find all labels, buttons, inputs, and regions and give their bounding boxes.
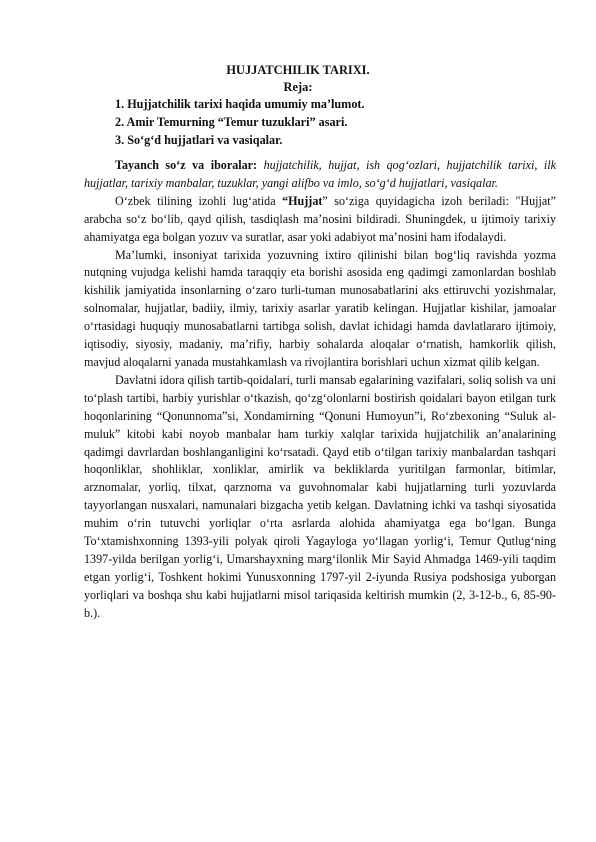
paragraph-hujjat-definition <box>84 193 556 247</box>
paragraph-1-term: “Hujjat <box>282 193 323 208</box>
document-body <box>84 157 556 623</box>
keywords-label: Tayanch so‘z va iboralar: <box>115 158 258 172</box>
paragraph-1-intro: O‘zbek tilining izohli lug‘atida <box>115 193 283 208</box>
plan-item: 3. So‘g‘d hujjatlari va vasiqalar. <box>115 133 283 147</box>
keywords-paragraph <box>84 157 556 193</box>
plan-item: 2. Amir Temurning “Temur tuzuklari” asari. <box>115 115 348 129</box>
plan-item: 1. Hujjatchilik tarixi haqida umumiy ma’lumot. <box>115 97 365 111</box>
keywords-text: hujjatchilik, hujjat, ish qog‘ozlari, hujjatchilik tarixi, ilk hujjatlar, tarixiy manbalar, tuzuklar, yangi alifbo va imlo, so‘g‘d hujjatlari, vasiqalar. <box>84 158 556 190</box>
document-title: HUJJATCHILIK TARIXI. <box>226 63 370 77</box>
plan-heading: Reja: <box>283 80 313 94</box>
paragraph-sources: Davlatni idora qilish tartib-qoidalari, turli mansab egalarining vazifalari, soliq solish va uni to‘plash tartibi, harbiy yurishlar o‘tkazish, qo‘zg‘olonlarni bostirish qoidalari bayon etilgan turk hoqonlarining “Qonunnoma”si, Xondamirning “Qonuni Humoyun”i, Ro‘zbexoning “Suluk al-muluk” kitobi kabi noyob manbalar ham turkiy xalqlar tarixida hujjatchilik an’analarining qadimgi davrlardan boshlanganligini ko‘rsatadi. Qayd etib o‘tilgan tarixiy manbalardan tashqari hoqonliklar, shohliklar, xonliklar, amirlik va bekliklarda yuritilgan farmonlar, bitimlar, arznomalar, yorliq, tilxat, qarznoma va guvohnomalar kabi hujjatlarning turli yozuvlarda tayyorlangan nusxalari, namunalari bizgacha yetib kelgan. Davlatning ichki va tashqi siyosatida muhim o‘rin tutuvchi yorliqlar o‘rta asrlarda alohida ahamiyatga ega bo‘lgan. Bunga To‘xtamishxonning 1393-yili polyak qiroli Yagayloga yo‘llagan yorlig‘i, Temur Qutlug‘ning 1397-yilda berilgan yorlig‘i, Umarshayxning marg‘ilonlik Mir Sayid Ahmadga 1469-yili taqdim etgan yorlig‘i, Toshkent hokimi Yunusxonning 1797-yil 2-iyunda Rusiya podshosiga yuborgan yorliqlari va boshqa shu kabi hujjatlarni misol tariqasida keltirish mumkin (2, 3-12-b., 6, 85-90-b.). <box>84 372 556 620</box>
paragraph-history: Ma’lumki, insoniyat tarixida yozuvning ixtiro qilinishi bilan bog‘liq ravishda yozma nutqning vujudga kelishi hamda taraqqiy eta borishi asosida eng qadimgi zamonlardan boshlab kishilik jamiyatida insonlarning o‘zaro turli-tuman munosabatlarini aks ettiruvchi yozishmalar, solnomalar, hujjatlar, badiiy, ilmiy, tarixiy asarlar yaratib kelingan. Hujjatlar kishilar, jamoalar o‘rtasidagi huquqiy munosabatlarni tartibga solish, davlat ichidagi hamda davlatlararo ijtimoiy, iqtisodiy, siyosiy, madaniy, ma’rifiy, harbiy sohalarda aloqalar o‘rnatish, hamkorlik qilish, mavjud aloqalarni yanada mustahkamlash va rivojlantira borishlari uchun xizmat qilib kelgan. <box>84 247 556 369</box>
paragraph-1-rest: ” so‘ziga quyidagicha izoh beriladi: "Hujjat” arabcha so‘z bo‘lib, qayd qilish, tasdiqlash ma’nosini bildiradi. Shuningdek, u ijtimoiy tarixiy ahamiyatga ega bolgan yozuv va suratlar, asar yoki adabiyot ma’nosini ham ifodalaydi. <box>84 193 556 244</box>
